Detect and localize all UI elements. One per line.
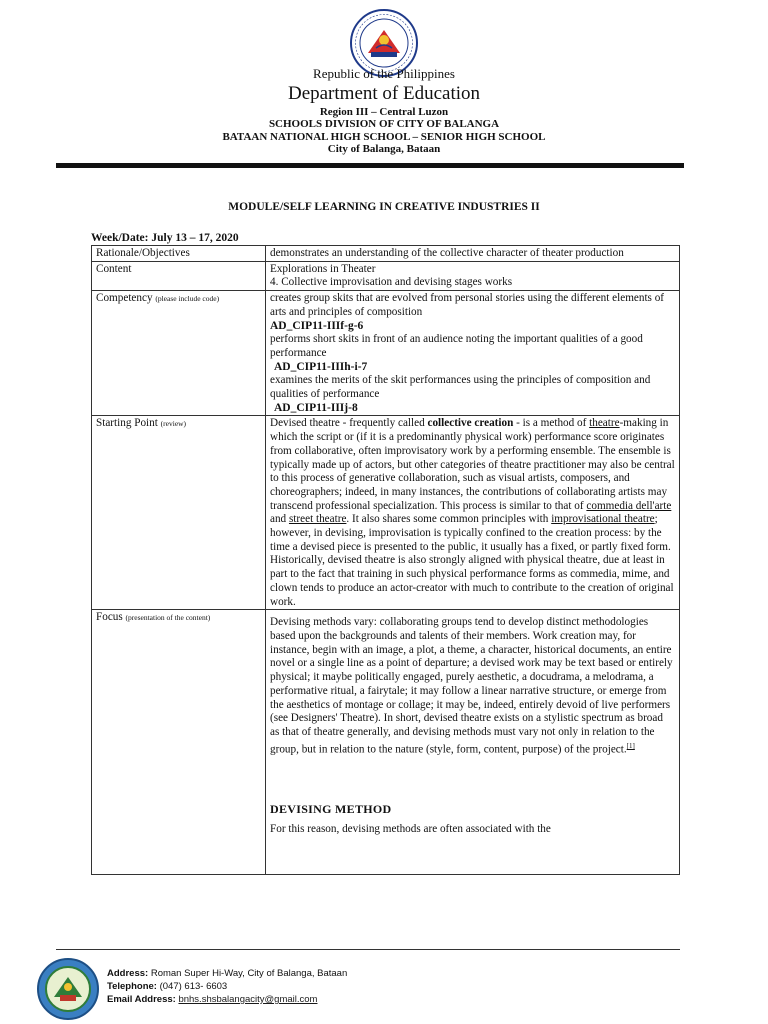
starting-point-label-cell bbox=[92, 416, 266, 610]
footer-email-row bbox=[107, 993, 347, 1006]
footer-divider bbox=[56, 949, 680, 950]
header-divider bbox=[56, 163, 684, 168]
telephone-value: (047) 613- 6603 bbox=[159, 981, 228, 992]
footer-telephone-row bbox=[107, 980, 347, 993]
competency-item-3: examines the merits of the skit performances using the principles of composition and qualities of performance bbox=[270, 374, 651, 401]
sp-text-1: Devised theatre - frequently called bbox=[270, 417, 428, 430]
starting-point-text bbox=[266, 416, 680, 610]
devising-method-text: For this reason, devising methods are often associated with the bbox=[270, 822, 551, 835]
division-line: SCHOOLS DIVISION OF CITY OF BALANGA bbox=[268, 118, 500, 130]
sp-text-9: . It also shares some common principles with bbox=[346, 513, 552, 526]
table-row-focus bbox=[92, 610, 680, 875]
week-date: Week/Date: July 13 – 17, 2020 bbox=[91, 232, 239, 244]
table-row-rationale bbox=[92, 246, 680, 262]
table-row-content bbox=[92, 261, 680, 290]
content-line-1: Explorations in Theater bbox=[270, 262, 376, 275]
sp-link-theatre[interactable]: theatre bbox=[589, 417, 620, 430]
content-cell bbox=[266, 261, 680, 290]
competency-label-note: (please include code) bbox=[155, 294, 220, 304]
devising-method-heading: DEVISING METHOD bbox=[270, 802, 392, 817]
module-table bbox=[91, 245, 680, 875]
focus-label-cell bbox=[92, 610, 266, 875]
competency-code-1: AD_CIP11-IIIf-g-6 bbox=[270, 319, 364, 332]
competency-label: Competency bbox=[96, 292, 153, 305]
footer-address-row bbox=[107, 967, 347, 980]
address-value: Roman Super Hi-Way, City of Balanga, Bataan bbox=[150, 968, 348, 979]
focus-text: Devising methods vary: collaborating groups tend to develop distinct methodologies based upon the backgrounds and talents of their members. Work creation may, for instance, begin with an image, a plot, a theme, a character, historical documents, an entire novel or a single line as a point of departure; a devised work may be text based or entirely physical; it maybe politically engaged, purely aesthetic, a docudrama, a melodrama, a performative ritual, a fairytale; it may follow a linear narrative structure, or emerge from the aesthetics of montage or collage; it may be, indeed, entirely devoid of live performers (see Designers' Theatre). In short, devised theatre exists on a stylistic spectrum as broad as that of theatre generally, and devising methods must vary not only in relation to the group, but in relation to the nature (style, form, content, purpose) of the project. bbox=[270, 616, 673, 756]
telephone-label: Telephone: bbox=[107, 981, 157, 992]
republic-line: Republic of the Philippines bbox=[313, 66, 455, 81]
sp-text-3: - is a method of bbox=[513, 417, 590, 430]
starting-point-label: Starting Point bbox=[96, 417, 158, 430]
table-row-starting-point bbox=[92, 416, 680, 610]
competency-item-2: performs short skits in front of an audience noting the important qualities of a good performance bbox=[270, 333, 643, 359]
focus-label: Focus bbox=[96, 611, 123, 624]
department-name: Department of Education bbox=[287, 83, 481, 104]
competency-code-3: AD_CIP11-IIIj-8 bbox=[274, 401, 358, 414]
rationale-text: demonstrates an understanding of the collective character of theater production bbox=[266, 246, 680, 262]
sp-text-7: and bbox=[270, 513, 289, 526]
focus-paragraph bbox=[270, 616, 675, 757]
module-title: MODULE/SELF LEARNING IN CREATIVE INDUSTRIES II bbox=[228, 201, 540, 213]
rationale-label: Rationale/Objectives bbox=[92, 246, 266, 262]
starting-point-label-note: (review) bbox=[160, 419, 187, 429]
region-line: Region III – Central Luzon bbox=[319, 106, 449, 118]
content-label: Content bbox=[92, 261, 266, 290]
sp-collective-creation: collective creation bbox=[427, 417, 514, 430]
focus-label-note: (presentation of the content) bbox=[125, 613, 211, 623]
sp-link-improvisational[interactable]: improvisational theatre bbox=[551, 513, 655, 526]
email-label: Email Address: bbox=[107, 994, 176, 1005]
table-row-competency bbox=[92, 291, 680, 416]
email-link[interactable]: bnhs.shsbalangacity@gmail.com bbox=[178, 994, 318, 1005]
competency-item-1: creates group skits that are evolved from personal stories using the different elements of arts and principles of composition bbox=[270, 292, 665, 318]
school-logo bbox=[36, 957, 100, 1021]
sp-link-commedia[interactable]: commedia dell'arte bbox=[586, 499, 672, 512]
sp-link-street-theatre[interactable]: street theatre bbox=[288, 513, 347, 526]
competency-cell bbox=[266, 291, 680, 416]
school-name: BATAAN NATIONAL HIGH SCHOOL – SENIOR HIGH SCHOOL bbox=[222, 131, 546, 143]
focus-cell bbox=[266, 610, 680, 875]
footnote-ref[interactable]: [1] bbox=[626, 741, 635, 750]
address-label: Address: bbox=[107, 968, 149, 979]
footer-contact bbox=[107, 967, 347, 1006]
sp-text-5: -making in which the script or (if it is a predominantly physical work) performance score originates from collaborative, often improvisatory work by a performing ensemble. The ensemble is typically made up of actors, but other categories of theatre practitioner may also be central to this process of generative collaboration, such as visual artists, composers, and choreographers; indeed, in many instances, the contributions of collaborating artists may transcend professional specialization. This process is similar to that of bbox=[270, 417, 675, 512]
content-line-2: 4. Collective improvisation and devising stages works bbox=[270, 276, 513, 289]
city-line: City of Balanga, Bataan bbox=[327, 143, 441, 155]
competency-code-2: AD_CIP11-IIIh-i-7 bbox=[274, 360, 368, 373]
competency-label-cell bbox=[92, 291, 266, 416]
sp-text-11: ; however, in devising, improvisation is typically confined to the creation process: by the time a devised piece is presented to the public, it usually has a fixed, or partly fixed form. Historically, devised theatre is also strongly aligned with physical theatre, due at least in part to the fact that training in such physical performance forms as commedia, mime, and clown tends to produce an actor-creator with much to contribute to the creation of original work. bbox=[270, 513, 674, 608]
